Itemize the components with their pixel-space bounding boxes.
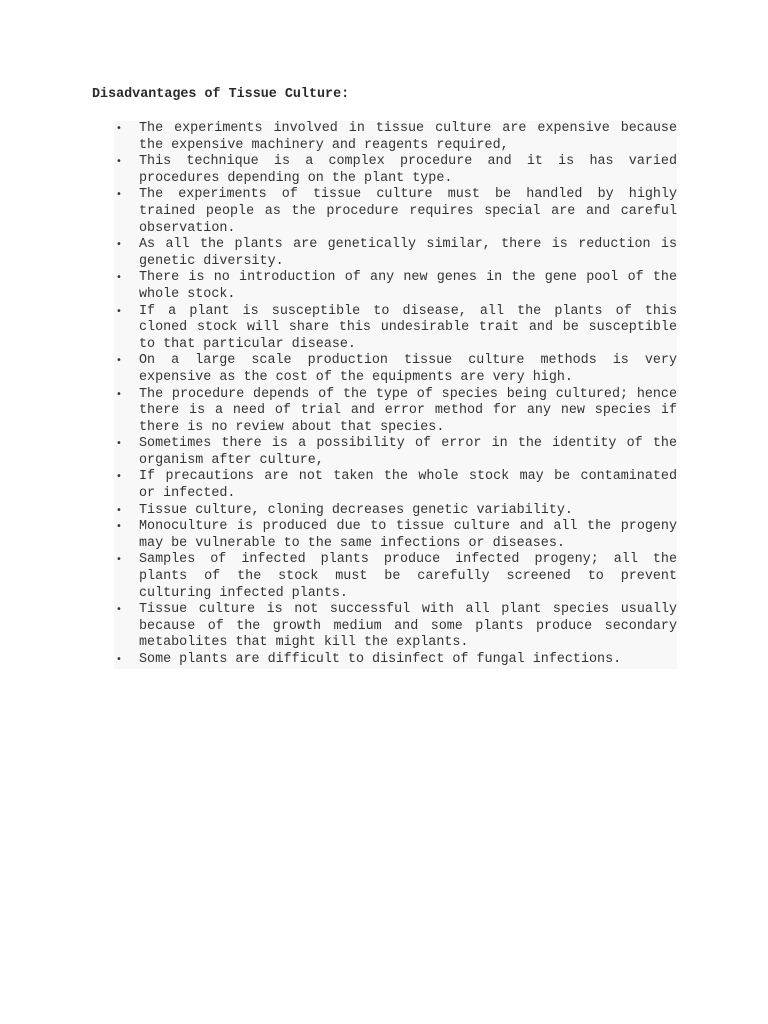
list-item-text: Some plants are difficult to disinfect of fungal infections. (139, 652, 622, 667)
list-item (114, 652, 677, 669)
list-item (114, 353, 677, 386)
list-item-text: Monoculture is produced due to tissue culture and all the progeny may be vulnerable to the same infections or diseases. (139, 519, 677, 551)
bullet-icon: • (116, 189, 122, 201)
bullet-icon: • (116, 355, 122, 367)
list-item-text: This technique is a complex procedure and it is has varied procedures depending on the plant type. (139, 154, 677, 186)
list-item (114, 436, 677, 469)
list-item (114, 121, 677, 154)
bullet-icon: • (116, 438, 122, 450)
list-item-text: On a large scale production tissue culture methods is very expensive as the cost of the equipments are very high. (139, 353, 677, 385)
list-item (114, 304, 677, 354)
disadvantages-list (114, 121, 677, 669)
bullet-icon: • (116, 504, 122, 516)
bullet-icon: • (116, 471, 122, 483)
document-heading: Disadvantages of Tissue Culture: (92, 87, 350, 102)
bullet-icon: • (116, 156, 122, 168)
bullet-list-container (114, 121, 677, 669)
list-item (114, 270, 677, 303)
list-item (114, 387, 677, 437)
list-item-text: The experiments involved in tissue culture are expensive because the expensive machinery and reagents required, (139, 121, 677, 153)
list-item (114, 237, 677, 270)
bullet-icon: • (116, 654, 122, 665)
list-item-text: The experiments of tissue culture must be handled by highly trained people as the procedure requires special are and careful observation. (139, 187, 677, 236)
list-item-text: There is no introduction of any new genes in the gene pool of the whole stock. (139, 270, 677, 302)
list-item (114, 503, 677, 520)
list-item (114, 602, 677, 652)
list-item (114, 469, 677, 502)
list-item (114, 154, 677, 187)
bullet-icon: • (116, 388, 122, 400)
bullet-icon: • (116, 521, 122, 533)
list-item-text: The procedure depends of the type of species being cultured; hence there is a need of trial and error method for any new species if there is no review about that species. (139, 386, 677, 435)
list-item-text: Tissue culture, cloning decreases genetic variability. (139, 502, 573, 518)
list-item (114, 187, 677, 237)
list-item-text: If precautions are not taken the whole stock may be contaminated or infected. (139, 469, 677, 502)
list-item (114, 552, 677, 602)
bullet-icon: • (116, 123, 122, 134)
bullet-icon: • (116, 604, 122, 616)
list-item-text: Sometimes there is a possibility of error in the identity of the organism after culture, (139, 436, 677, 468)
bullet-icon: • (116, 272, 122, 284)
bullet-icon: • (116, 305, 122, 317)
list-item-text: If a plant is susceptible to disease, all the plants of this cloned stock will share this undesirable trait and be susceptible to that particular disease. (139, 303, 677, 352)
list-item-text: As all the plants are genetically similar, there is reduction is genetic diversity. (139, 237, 677, 269)
list-item (114, 519, 677, 552)
bullet-icon: • (116, 554, 122, 566)
list-item-text: Tissue culture is not successful with all plant species usually because of the growth medium and some plants produce secondary metabolites that might kill the explants. (139, 602, 677, 651)
list-item-text: Samples of infected plants produce infected progeny; all the plants of the stock must be carefully screened to prevent culturing infected plants. (139, 552, 677, 601)
bullet-icon: • (116, 239, 122, 251)
